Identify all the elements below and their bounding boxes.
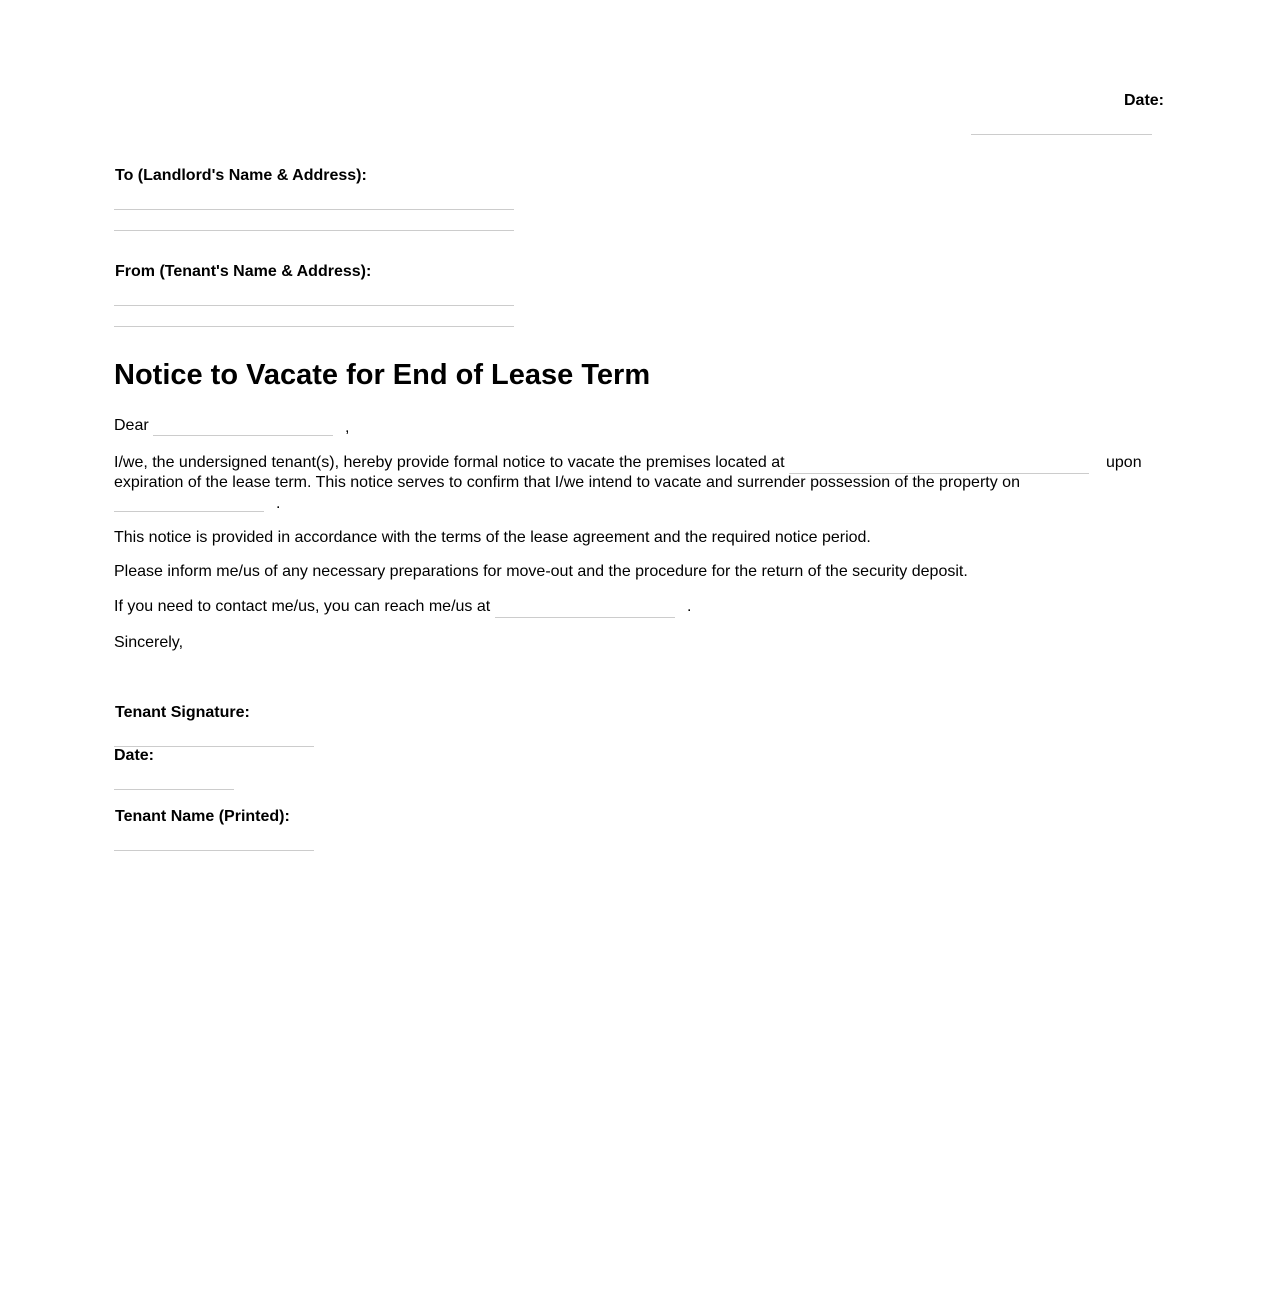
tenant-name-printed-label: Tenant Name (Printed): <box>115 808 290 825</box>
para1-text-part2: upon <box>1106 454 1142 471</box>
header-date-field[interactable] <box>971 134 1152 135</box>
landlord-label: To (Landlord's Name & Address): <box>115 167 367 184</box>
landlord-name-field[interactable] <box>114 209 514 210</box>
tenant-name-printed-field[interactable] <box>114 850 314 851</box>
para2-text: This notice is provided in accordance with the terms of the lease agreement and the required notice period. <box>114 529 871 546</box>
signature-date-label: Date: <box>114 747 155 764</box>
tenant-address-field[interactable] <box>114 326 514 327</box>
tenant-label: From (Tenant's Name & Address): <box>115 263 372 280</box>
para3-text: Please inform me/us of any necessary preparations for move-out and the procedure for the return of the security deposit. <box>114 563 968 580</box>
para1-text-part1: I/we, the undersigned tenant(s), hereby provide formal notice to vacate the premises located at <box>114 454 785 471</box>
page-title: Notice to Vacate for End of Lease Term <box>114 359 651 391</box>
closing-text: Sincerely, <box>114 634 184 651</box>
para1-period: . <box>276 495 281 512</box>
salutation-text: Dear <box>114 417 149 434</box>
para1-text-line2: expiration of the lease term. This notice serves to confirm that I/we intend to vacate and surrender possession of the property on <box>114 474 1020 491</box>
header-date-label: Date: <box>1124 92 1165 109</box>
salutation-comma: , <box>345 419 350 436</box>
contact-info-field[interactable] <box>495 617 675 618</box>
signature-date-field[interactable] <box>114 789 234 790</box>
landlord-salutation-field[interactable] <box>153 435 333 436</box>
para4-period: . <box>687 598 692 615</box>
para4-text: If you need to contact me/us, you can reach me/us at <box>114 598 491 615</box>
tenant-signature-label: Tenant Signature: <box>115 704 250 721</box>
landlord-address-field[interactable] <box>114 230 514 231</box>
tenant-name-field[interactable] <box>114 305 514 306</box>
vacate-date-field[interactable] <box>114 511 264 512</box>
